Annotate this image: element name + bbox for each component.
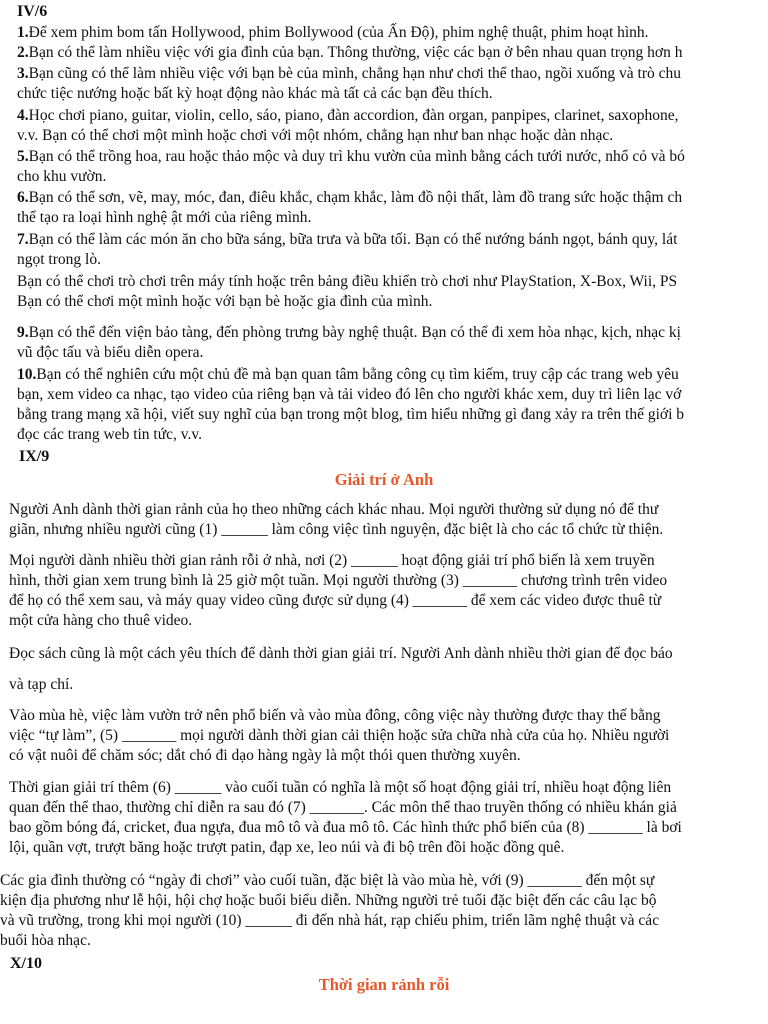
paragraph-line: để họ có thể xem sau, và máy quay video cũng được sử dụng (4) _______ để xem các video được thuê từ [9,592,662,609]
item-number: 2. [17,44,29,61]
paragraph-7 [0,871,659,951]
item-text: Bạn có thể đến viện bảo tàng, đến phòng trưng bày nghệ thuật. Bạn có thể đi xem hòa nhạc, kịch, nhạc kị [28,324,681,341]
item-text: Học chơi piano, guitar, violin, cello, sáo, piano, đàn accordion, đàn organ, panpipes, clarinet, saxophone, [28,107,679,124]
item-3 [17,64,681,104]
paragraph-6 [9,778,682,858]
item-number: 10. [17,366,37,383]
paragraph-line: Mọi người dành nhiều thời gian rảnh rỗi ở nhà, nơi (2) ______ hoạt động giải trí phổ biến là xem truyền [9,552,655,569]
paragraph-line: lội, quần vợt, trượt băng hoặc trượt patin, đạp xe, leo núi và đi bộ trên đồi hoặc đồng quê. [9,839,565,856]
section-heading-ix: IX/9 [19,448,50,465]
paragraph-line: và vũ trường, trong khi mọi người (10) ______ đi đến nhà hát, rạp chiếu phim, triển lãm nghệ thuật và các [0,912,660,929]
item-number: 7. [17,231,29,248]
item-text: thể tạo ra loại hình nghệ ật mới của riêng mình. [17,209,312,226]
paragraph-5 [9,706,669,766]
item-number: 3. [17,65,29,82]
item-5 [17,147,685,187]
paragraph-1 [9,500,663,540]
item-text: Để xem phim bom tấn Hollywood, phim Bollywood (của Ấn Độ), phim nghệ thuật, phim hoạt hình. [28,24,649,41]
paragraph-line: việc “tự làm”, (5) _______ mọi người dành thời gian cải thiện hoặc sửa chữa nhà cửa của họ. Nhiều người [9,727,670,744]
item-number: 6. [17,189,29,206]
item-text: Bạn có thể trồng hoa, rau hoặc thảo mộc và duy trì khu vườn của mình bằng cách tưới nước, nhổ cỏ và bó [28,148,685,165]
item-text: Bạn có thể làm nhiều việc với gia đình của bạn. Thông thường, việc các bạn ở bên nhau quan trọng hơn h [28,44,683,61]
paragraph-line: Người Anh dành thời gian rảnh của họ theo những cách khác nhau. Mọi người thường sử dụng nó để thư [9,501,659,518]
item-text: vũ độc tấu và biểu diễn opera. [17,344,204,361]
item-text: Bạn cũng có thể làm nhiều việc với bạn bè của mình, chẳng hạn như chơi thể thao, ngồi xuống và trò chu [28,65,681,82]
item-text: Bạn có thể sơn, vẽ, may, móc, đan, điêu khắc, chạm khắc, làm đồ nội thất, làm đồ trang sức hoặc thậm ch [28,189,683,206]
item-number: 4. [17,107,29,124]
section-heading-iv: IV/6 [17,3,48,20]
item-text: cho khu vườn. [17,168,107,185]
paragraph-3 [9,644,673,664]
item-text: bạn, xem video ca nhạc, tạo video của riêng bạn và tải video đó lên cho người khác xem, duy trì liên lạc vớ [17,386,682,403]
item-4 [17,106,679,146]
paragraph-line: bao gồm bóng đá, cricket, đua ngựa, đua mô tô và đua mô tô. Các hình thức phổ biến của (8) _______ là bơi [9,819,682,836]
item-text: ngọt trong lò. [17,251,101,268]
paragraph-line: Thời gian giải trí thêm (6) ______ vào cuối tuần có nghĩa là một số hoạt động giải trí, nhiều hoạt động liên [9,779,672,796]
item-number: 5. [17,148,29,165]
paragraph-line: và tạp chí. [9,676,74,693]
section-heading-x: X/10 [10,955,42,972]
paragraph-line: Các gia đình thường có “ngày đi chơi” vào cuối tuần, đặc biệt là vào mùa hè, với (9) _______ đến một sự [0,872,655,889]
paragraph-line: giãn, nhưng nhiều người cũng (1) ______ làm công việc tình nguyện, đặc biệt là cho các tổ chức từ thiện. [9,521,664,538]
item-2 [17,43,682,63]
paragraph-line: quan đến thể thao, thường chỉ diễn ra sau đó (7) _______. Các môn thể thao truyền thống có nhiều khán giả [9,799,677,816]
paragraph-line: Đọc sách cũng là một cách yêu thích để dành thời gian giải trí. Người Anh dành nhiều thời gian để đọc báo [9,645,673,662]
item-text: Bạn có thể chơi trò chơi trên máy tính hoặc trên bảng điều khiển trò chơi như PlayStation, X-Box, Wii, PS [17,273,678,290]
item-text: v.v. Bạn có thể chơi một mình hoặc chơi với một nhóm, chẳng hạn như ban nhạc hoặc dàn nhạc. [17,127,614,144]
item-number: 1. [17,24,29,41]
item-9 [17,323,681,363]
paragraph-line: có vật nuôi để chăm sóc; dắt chó đi dạo hàng ngày là một thói quen thường xuyên. [9,747,521,764]
item-text: chức tiệc nướng hoặc bất kỳ hoạt động nào khác mà tất cả các bạn đều thích. [17,85,493,102]
paragraph-line: buổi hòa nhạc. [0,932,91,949]
section-title-ix: Giải trí ở Anh [334,470,434,489]
item-7 [17,230,677,270]
item-text: Bạn có thể chơi một mình hoặc với bạn bè hoặc gia đình của mình. [17,293,433,310]
paragraph-4 [9,675,73,695]
section-title-x: Thời gian rảnh rỗi [318,975,450,994]
paragraph-2 [9,551,667,631]
item-number: 9. [17,324,29,341]
item-1 [17,23,649,43]
item-6 [17,188,682,228]
item-text: Bạn có thể nghiên cứu một chủ đề mà bạn quan tâm bằng công cụ tìm kiếm, truy cập các trang web yêu [36,366,679,383]
paragraph-line: hình, thời gian xem trung bình là 25 giờ một tuần. Mọi người thường (3) _______ chương trình trên video [9,572,668,589]
paragraph-line: Vào mùa hè, việc làm vườn trở nên phổ biến và vào mùa đông, công việc này thường được thay thế bằng [9,707,661,724]
paragraph-line: một cửa hàng cho thuê video. [9,612,193,629]
item-text: Bạn có thể làm các món ăn cho bữa sáng, bữa trưa và bữa tối. Bạn có thể nướng bánh ngọt, bánh quy, lát [28,231,678,248]
item-text: đọc các trang web tin tức, v.v. [17,426,203,443]
paragraph-line: kiện địa phương như lễ hội, hội chợ hoặc buổi biểu diễn. Những người trẻ tuổi đặc biệt đến các câu lạc bộ [0,892,657,909]
item-10 [17,365,684,445]
item-8 [17,272,677,312]
item-text: bằng trang mạng xã hội, viết suy nghĩ của bạn trong một blog, tìm hiểu những gì đang xảy ra trên thế giới b [17,406,685,423]
